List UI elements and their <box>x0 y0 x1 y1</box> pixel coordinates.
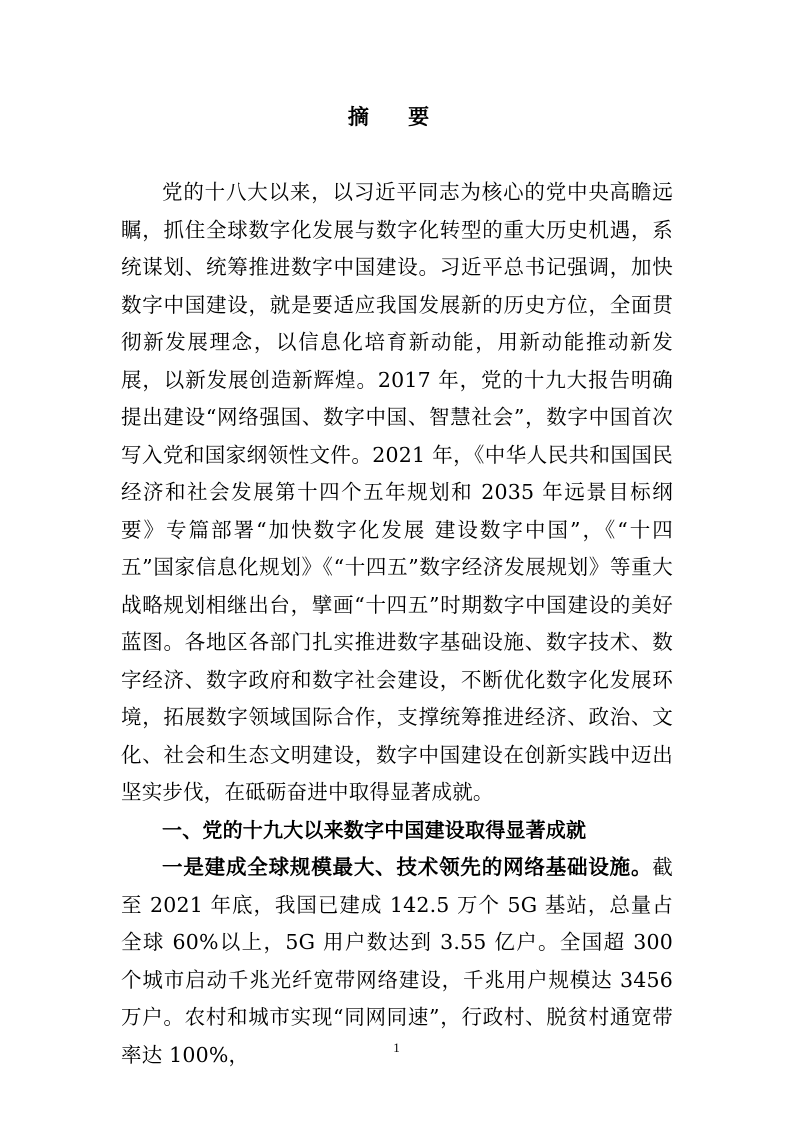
document-body <box>121 174 673 1074</box>
achievement-text: 截至 2021 年底，我国已建成 142.5 万个 5G 基站，总量占全球 60%以上，5G 用户数达到 3.55 亿户。全国超 300 个城市启动千兆光纤宽带网络建设，千兆用户规模达 3456 万户。农村和城市实现“同网同速”，行政村、脱贫村通宽带率达 100%， <box>121 855 673 1067</box>
page-number: 1 <box>393 1040 400 1055</box>
summary-paragraph: 党的十八大以来，以习近平同志为核心的党中央高瞻远瞩，抓住全球数字化发展与数字化转型的重大历史机遇，系统谋划、统筹推进数字中国建设。习近平总书记强调，加快数字中国建设，就是要适应我国发展新的历史方位，全面贯彻新发展理念，以信息化培育新动能，用新动能推动新发展，以新发展创造新辉煌。2017 年，党的十九大报告明确提出建设“网络强国、数字中国、智慧社会”，数字中国首次写入党和国家纲领性文件。2021 年，《中华人民共和国国民经济和社会发展第十四个五年规划和 2035 年远景目标纲要》专篇部署“加快数字化发展 建设数字中国”，《“十四五”国家信息化规划》《“十四五”数字经济发展规划》等重大战略规划相继出台，擘画“十四五”时期数字中国建设的美好蓝图。各地区各部门扎实推进数字基础设施、数字技术、数字经济、数字政府和数字社会建设，不断优化数字化发展环境，拓展数字领域国际合作，支撑统筹推进经济、政治、文化、社会和生态文明建设，数字中国建设在创新实践中迈出坚实步伐，在砥砺奋进中取得显著成就。 <box>121 180 673 804</box>
achievement-lead: 一是建成全球规模最大、技术领先的网络基础设施。 <box>162 855 653 879</box>
page-title: 摘 要 <box>347 105 446 129</box>
section-heading: 一、党的十九大以来数字中国建设取得显著成就 <box>162 817 587 842</box>
